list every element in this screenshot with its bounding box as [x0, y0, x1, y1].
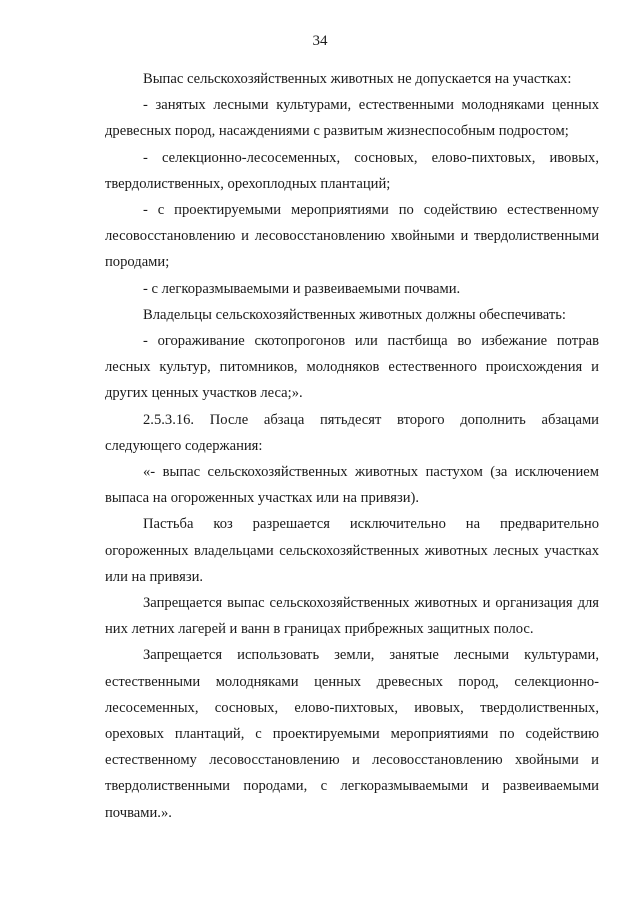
paragraph-herder-grazing: «- выпас сельскохозяйственных животных пастухом (за исключением выпаса на огороженных участках или на привязи).	[105, 464, 599, 507]
paragraph-grazing-prohibited-intro: Выпас сельскохозяйственных животных не допускается на участках:	[143, 71, 572, 87]
document-body	[105, 66, 599, 826]
paragraph-owners-must-provide: Владельцы сельскохозяйственных животных должны обеспечивать:	[143, 306, 566, 323]
list-item-erodible-soils: - с легкоразмываемыми и развеиваемыми почвами.	[143, 280, 461, 297]
list-item-fencing: - огораживание скотопрогонов или пастбища во избежание потрав лесных культур, питомников, молодняков естественного происхождения и других ценных участков леса;».	[105, 333, 599, 402]
list-item-reforestation-measures: - с проектируемыми мероприятиями по содействию естественному лесовосстановлению и лесовосстановлению хвойными и твердолиственными породами;	[105, 202, 599, 271]
paragraph-coastal-protection-ban: Запрещается выпас сельскохозяйственных животных и организация для них летних лагерей и ванн в границах прибрежных защитных полос.	[105, 595, 599, 638]
list-item-forest-cultures: - занятых лесными культурами, естественными молодняками ценных древесных пород, насаждениями с развитым жизнеспособным подростом;	[105, 97, 599, 140]
list-item-plantations: - селекционно-лесосеменных, сосновых, елово-пихтовых, ивовых, твердолиственных, орехоплодных плантаций;	[105, 149, 599, 192]
paragraph-section-2-5-3-16: 2.5.3.16. После абзаца пятьдесят второго дополнить абзацами следующего содержания:	[105, 411, 599, 454]
paragraph-land-use-ban: Запрещается использовать земли, занятые лесными культурами, естественными молодняками ценных древесных пород, селекционно-лесосеменных, сосновых, елово-пихтовых, ивовых, твердолиственных, ореховых плантаций, с проектируемыми мероприятиями по содействию естественному лесовосстановлению и лесовосстановлению хвойными и твердолиственными породами, с легкоразмываемыми и развеиваемыми почвами.».	[105, 647, 599, 821]
paragraph-goat-grazing: Пастьба коз разрешается исключительно на предварительно огороженных владельцами сельскохозяйственных животных лесных участках или на привязи.	[105, 516, 599, 585]
page-number: 34	[312, 33, 328, 49]
